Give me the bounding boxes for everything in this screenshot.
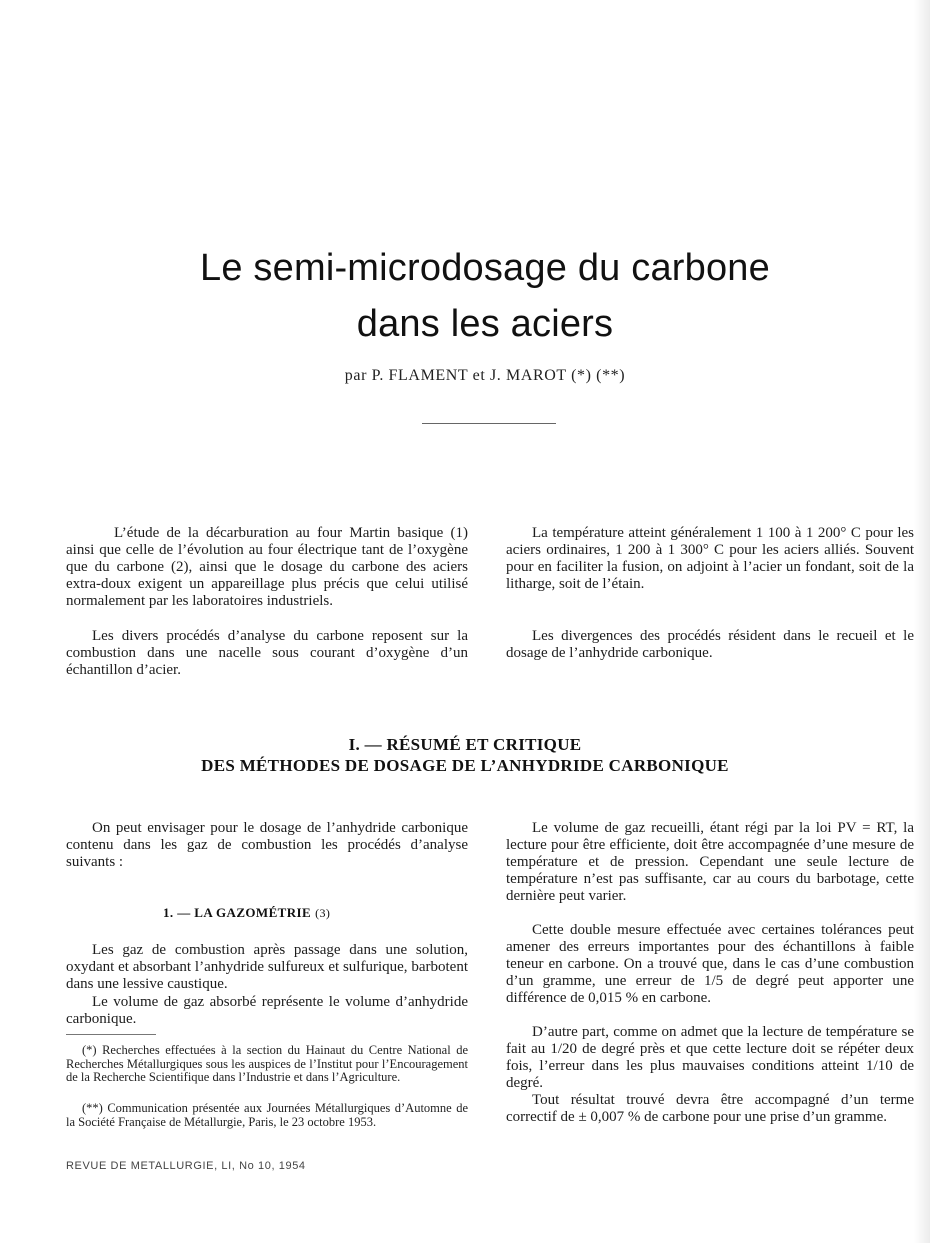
section-paragraph-6: D’autre part, comme on admet que la lecture de température se fait au 1/20 de degré près et que cette lecture doit se répéter deux fois, l’erreur dans les plus mauvaises conditions atteint 1/10 de degré. [506, 1024, 914, 1091]
page-edge-shadow [914, 0, 930, 1243]
section-paragraph-5: Cette double mesure effectuée avec certaines tolérances peut amener des erreurs importantes pour des échantillons à faible teneur en carbone. On a trouvé que, dans le cas d’une combustion d’un gramme, une erreur de 1/5 de degré peut apporter une différence de 0,015 % en carbone. [506, 922, 914, 1006]
section-paragraph-1: On peut envisager pour le dosage de l’anhydride carbonique contenu dans les gaz de combustion les procédés d’analyse suivants : [66, 820, 468, 870]
author-byline: par P. FLAMENT et J. MAROT (*) (**) [344, 367, 626, 384]
section-paragraph-7: Tout résultat trouvé devra être accompagné d’un terme correctif de ± 0,007 % de carbone pour une prise d’un gramme. [506, 1092, 914, 1125]
intro-paragraph-4: Les divergences des procédés résident dans le recueil et le dosage de l’anhydride carbonique. [506, 628, 914, 661]
article-title-line-1: Le semi-microdosage du carbone [200, 247, 770, 289]
section-heading-line-1: I. — RÉSUMÉ ET CRITIQUE [348, 735, 582, 754]
footnote-divider [66, 1034, 156, 1035]
intro-paragraph-1: L’étude de la décarburation au four Martin basique (1) ainsi que celle de l’évolution au four électrique tant de l’oxygène que du carbone (2), ainsi que le dosage du carbone des aciers extra-doux exigent un appareillage plus précis que celui utilisé normalement par les laboratoires industriels. [66, 525, 468, 609]
title-divider [422, 423, 556, 424]
footnote-2: (**) Communication présentée aux Journées Métallurgiques d’Automne de la Société Française de Métallurgie, Paris, le 23 octobre 1953. [66, 1101, 468, 1129]
section-heading-line-2: DES MÉTHODES DE DOSAGE DE L’ANHYDRIDE CARBONIQUE [201, 756, 729, 775]
subsection-heading [163, 905, 330, 921]
journal-reference: REVUE DE METALLURGIE, LI, No 10, 1954 [66, 1160, 306, 1172]
section-paragraph-2: Les gaz de combustion après passage dans une solution, oxydant et absorbant l’anhydride sulfureux et sulfurique, barbotent dans une lessive caustique. [66, 942, 468, 992]
article-title-line-2: dans les aciers [356, 303, 614, 345]
section-paragraph-4: Le volume de gaz recueilli, étant régi par la loi PV = RT, la lecture pour être efficiente, doit être accompagnée d’une mesure de température et de pression. Cependant une seule lecture de température n’est pas suffisante, car au cours du barbotage, cette dernière peut varier. [506, 820, 914, 904]
subsection-heading-title: 1. — LA GAZOMÉTRIE [163, 905, 312, 920]
footnote-1: (*) Recherches effectuées à la section du Hainaut du Centre National de Recherches Métallurgiques sous les auspices de l’Institut pour l’Encouragement de la Recherche Scientifique dans l’Industrie et dans l’Agriculture. [66, 1043, 468, 1084]
intro-paragraph-3: La température atteint généralement 1 100 à 1 200° C pour les aciers ordinaires, 1 200 à 1 300° C pour les aciers alliés. Souvent pour en faciliter la fusion, on adjoint à l’acier un fondant, soit de la litharge, soit de l’étain. [506, 525, 914, 592]
subsection-heading-reference: (3) [315, 906, 331, 920]
intro-paragraph-2: Les divers procédés d’analyse du carbone reposent sur la combustion dans une nacelle sous courant d’oxygène d’un échantillon d’acier. [66, 628, 468, 678]
section-paragraph-3: Le volume de gaz absorbé représente le volume d’anhydride carbonique. [66, 994, 468, 1027]
